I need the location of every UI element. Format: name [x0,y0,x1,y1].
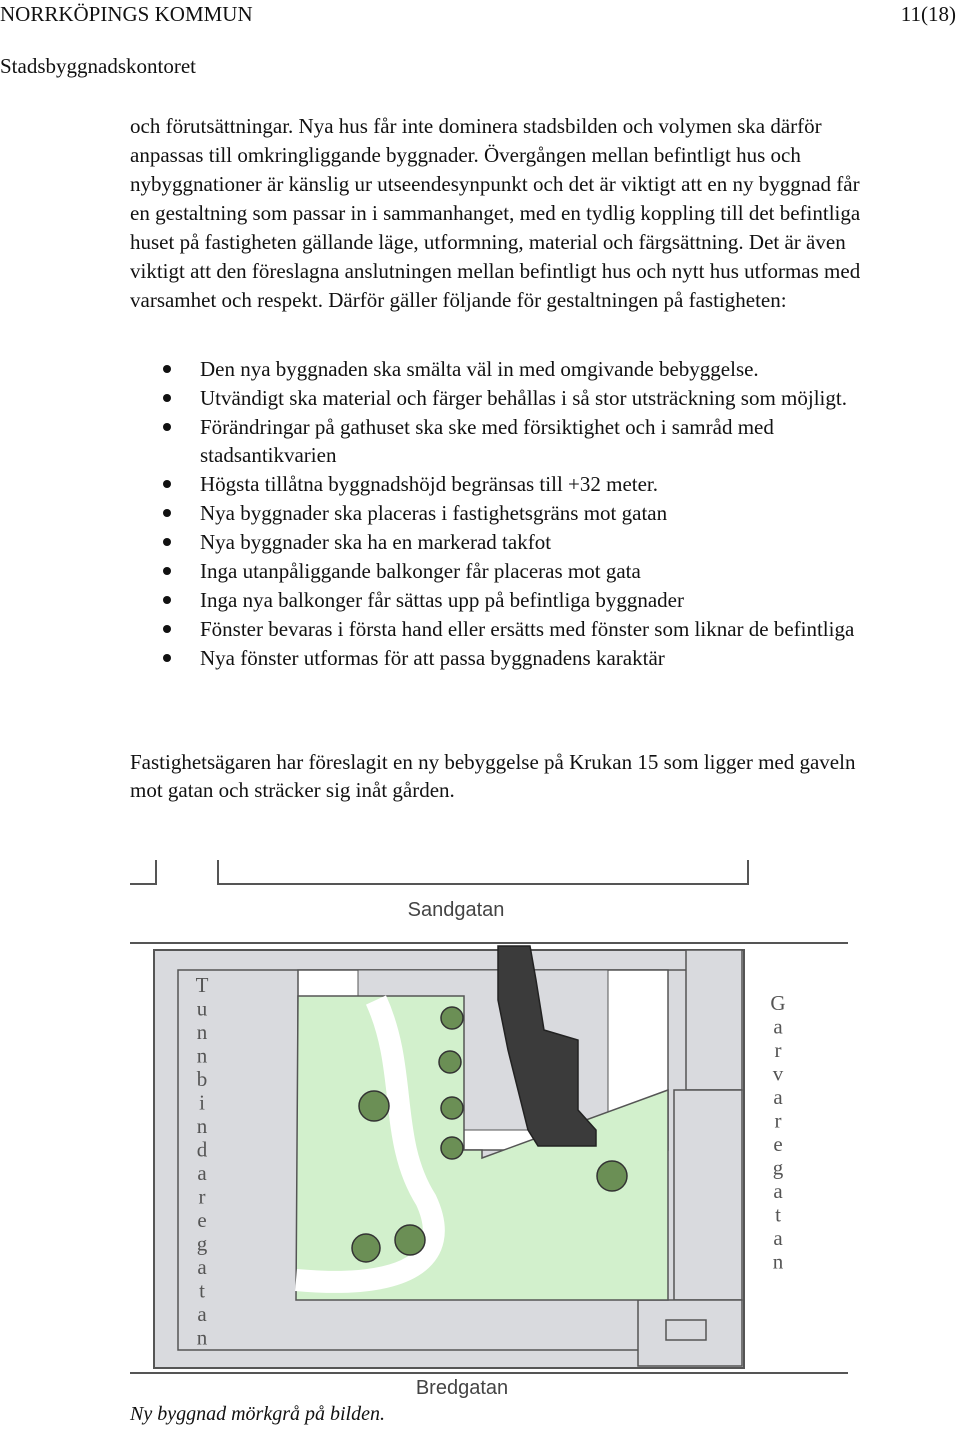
tree-icon [395,1225,425,1255]
intro-paragraph: och förutsättningar. Nya hus får inte dominera stadsbilden och volymen ska därför anpassas till omkringliggande byggnader. Övergången mellan befintligt hus och nybyggnationer är känslig ur utseendesynpunkt och det är viktigt att en ny byggnad får en gestaltning som passar in i sammanhanget, med en tydlig koppling till det befintliga huset på fastigheten gällande läge, utformning, material och färgsättning. Det är även viktigt att den föreslagna anslutningen mellan befintligt hus och nytt hus utformas med varsamhet och respekt. Därför gäller följande för gestaltningen på fastigheten: [130,114,861,312]
tree-icon [597,1161,627,1191]
bullet-icon [163,509,171,517]
list-item [160,528,860,556]
bullet-icon [163,567,171,575]
list-item [160,644,860,672]
list-item-text: Fönster bevaras i första hand eller ersätts med fönster som liknar de befintliga [200,617,855,641]
bullet-icon [163,654,171,662]
list-item [160,355,860,383]
list-item-text: Högsta tillåtna byggnadshöjd begränsas till +32 meter. [200,472,659,496]
list-item [160,413,860,469]
list-item-text: Utvändigt ska material och färger behållas i så stor utsträckning som möjligt. [200,386,847,410]
page-number: 11(18) [900,2,956,26]
bullet-icon [163,365,171,373]
bullet-icon [163,538,171,546]
closing-paragraph: Fastighetsägaren har föreslagit en ny bebyggelse på Krukan 15 som ligger med gaveln mot gatan och sträcker sig inåt gården. [130,750,856,802]
vertical-street-text: T u n n b i n d a r e g a t a n [195,973,209,1350]
list-item [160,557,860,585]
street-label-top: Sandgatan [407,899,505,921]
tree-icon [441,1137,463,1159]
tree-icon [441,1007,463,1029]
list-item [160,499,860,527]
list-item [160,470,860,498]
street-label-right [770,991,785,1274]
list-item [160,615,860,643]
list-item-text: Nya byggnader ska placeras i fastighetsgräns mot gatan [200,501,668,525]
bullet-icon [163,480,171,488]
figure-caption: Ny byggnad mörkgrå på bilden. [130,1403,385,1425]
list-item-text: Nya byggnader ska ha en markerad takfot [200,530,552,554]
tree-icon [439,1051,461,1073]
bullet-icon [163,625,171,633]
bullet-icon [163,596,171,604]
vertical-street-text: G a r v a r e g a t a n [770,991,786,1274]
site-plan-figure [126,850,852,1402]
site-plan-map [126,850,852,1402]
header-organization: NORRKÖPINGS KOMMUN [0,2,253,26]
list-item-text: Nya fönster utformas för att passa byggnadens karaktär [200,646,665,670]
tree-icon [441,1097,463,1119]
tree-icon [352,1234,380,1262]
list-item-text: Den nya byggnaden ska smälta väl in med omgivande bebyggelse. [200,357,759,381]
bullet-icon [163,423,171,431]
list-item-text: Inga nya balkonger får sättas upp på befintliga byggnader [200,588,684,612]
list-item [160,384,860,412]
bullet-icon [163,394,171,402]
header-department: Stadsbyggnadskontoret [0,54,196,78]
list-item [160,586,860,614]
street-label-bottom: Bredgatan [415,1377,509,1399]
list-item-text: Inga utanpåliggande balkonger får placeras mot gata [200,559,641,583]
list-item-text: Förändringar på gathuset ska ske med försiktighet och i samråd med stadsantikvarien [200,415,774,467]
tree-icon [359,1091,389,1121]
guideline-list [160,355,860,673]
